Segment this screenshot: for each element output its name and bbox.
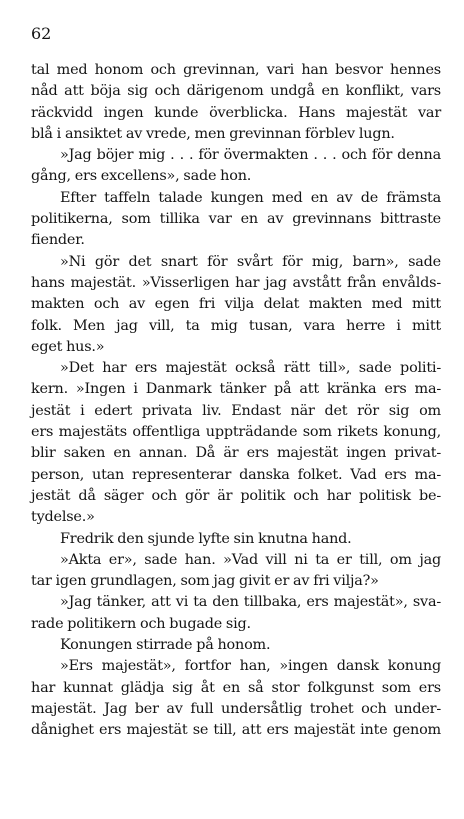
- text-line: »Ers majestät», fortfor han, »ingen dansk konung: [60, 658, 441, 675]
- text-line: fiender.: [31, 232, 85, 249]
- text-line: »Det har ers majestät också rätt till», sade politi-: [60, 360, 441, 377]
- text-line: blå i ansiktet av vrede, men grevinnan förblev lugn.: [31, 125, 395, 142]
- text-line: »Jag böjer mig . . . för övermakten . . . och för denna: [60, 147, 441, 164]
- body-text: [31, 60, 441, 742]
- text-line: eget hus.»: [31, 338, 105, 355]
- text-line: tydelse.»: [31, 509, 95, 526]
- page-number: 62: [31, 24, 52, 43]
- text-line: Fredrik den sjunde lyfte sin knutna hand.: [60, 530, 352, 547]
- text-line: nåd att böja sig och därigenom undgå en konflikt, vars: [31, 83, 441, 100]
- text-line: majestät. Jag ber av full undersåtlig trohet och under-: [31, 700, 441, 717]
- text-line: hans majestät. »Visserligen har jag avstått från envålds-: [31, 274, 441, 291]
- text-line: »Ni gör det snart för svårt för mig, barn», sade: [60, 253, 441, 270]
- text-line: tar igen grundlagen, som jag givit er av fri vilja?»: [31, 573, 379, 590]
- text-line: dånighet ers majestät se till, att ers majestät inte genom: [31, 722, 441, 739]
- text-line: räckvidd ingen kunde överblicka. Hans majestät var: [31, 104, 441, 121]
- text-line: »Akta er», sade han. »Vad vill ni ta er till, om jag: [60, 551, 441, 568]
- text-line: politikerna, som tillika var en av grevinnans bittraste: [31, 211, 441, 228]
- text-line: makten och av egen fri vilja delat makten med mitt: [31, 296, 441, 313]
- text-line: »Jag tänker, att vi ta den tillbaka, ers majestät», sva-: [60, 594, 441, 611]
- text-line: kern. »Ingen i Danmark tänker på att kränka ers ma-: [31, 381, 441, 398]
- text-line: jestät då säger och gör är politik och har politisk be-: [31, 487, 441, 504]
- text-line: jestät i edert privata liv. Endast när det rör sig om: [31, 402, 441, 419]
- text-line: tal med honom och grevinnan, vari han besvor hennes: [31, 62, 441, 78]
- text-line: folk. Men jag vill, ta mig tusan, vara herre i mitt: [31, 317, 441, 334]
- text-line: rade politikern och bugade sig.: [31, 615, 251, 632]
- text-line: har kunnat glädja sig åt en så stor folkgunst som ers: [31, 679, 441, 696]
- text-line: person, utan representerar danska folket. Vad ers ma-: [31, 466, 441, 483]
- text-line: Efter taffeln talade kungen med en av de främsta: [60, 189, 441, 206]
- text-line: ers majestäts offentliga uppträdande som rikets konung,: [31, 424, 441, 441]
- text-line: blir saken en annan. Då är ers majestät ingen privat-: [31, 445, 441, 462]
- text-line: Konungen stirrade på honom.: [60, 637, 271, 654]
- text-line: gång, ers excellens», sade hon.: [31, 168, 252, 185]
